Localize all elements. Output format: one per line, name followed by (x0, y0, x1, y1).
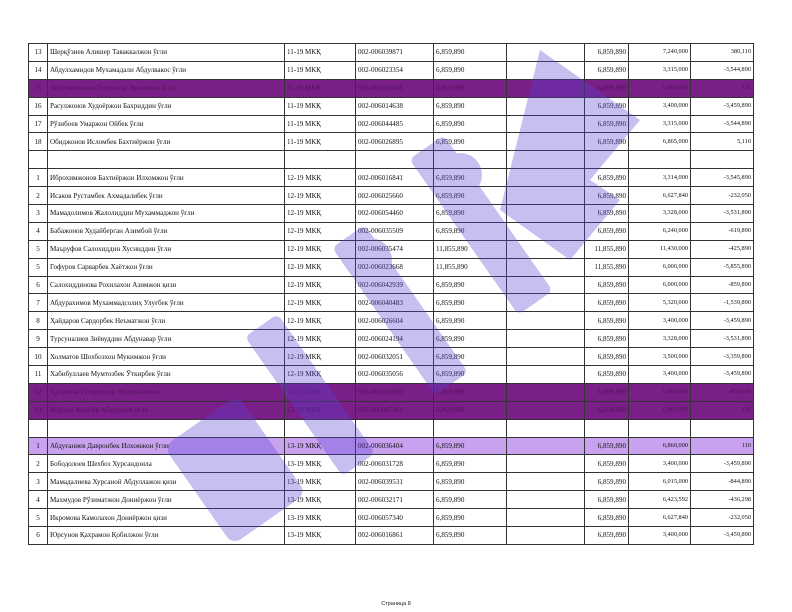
cell-empty (507, 366, 585, 384)
table-row (29, 187, 754, 205)
cell-paid: 11,430,000 (629, 240, 691, 258)
cell-group: 13-19 МКҚ (285, 491, 356, 509)
cell-amount: 6,859,890 (434, 97, 507, 115)
cell-amount: 6,859,890 (434, 222, 507, 240)
cell-empty (507, 240, 585, 258)
cell-group: 11-19 МКҚ (285, 97, 356, 115)
cell-total: 6,859,890 (585, 44, 629, 62)
cell-account: 002-006036404 (356, 437, 434, 455)
cell-paid: 3,315,000 (629, 115, 691, 133)
cell-group: 13-19 МКҚ (285, 473, 356, 491)
cell-total: 6,859,890 (585, 527, 629, 545)
cell-amount: 6,859,890 (434, 276, 507, 294)
cell-empty (507, 115, 585, 133)
cell-total: 6,859,890 (585, 205, 629, 223)
cell-paid: 6,015,000 (629, 473, 691, 491)
empty-cell (356, 151, 434, 169)
cell-amount: 6,859,890 (434, 44, 507, 62)
cell-paid: 3,400,000 (629, 97, 691, 115)
cell-total: 6,859,890 (585, 187, 629, 205)
cell-no: 16 (29, 97, 48, 115)
cell-account: 002-006032171 (356, 491, 434, 509)
cell-no: 12 (29, 383, 48, 401)
empty-cell (507, 419, 585, 437)
cell-amount: 11,855,890 (434, 258, 507, 276)
table-row (29, 97, 754, 115)
cell-empty (507, 294, 585, 312)
table-row (29, 61, 754, 79)
cell-total: 6,859,890 (585, 348, 629, 366)
cell-account: 002-006026604 (356, 312, 434, 330)
cell-name: Икромова Камолахон Дониёржон қизи (48, 509, 285, 527)
cell-group: 11-19 МКҚ (285, 79, 356, 97)
cell-name: Абдулхамидов Мухамадали Абдулвакос ўғли (48, 61, 285, 79)
cell-empty (507, 330, 585, 348)
cell-account: 002-006036690 (356, 383, 434, 401)
table-row (29, 491, 754, 509)
cell-no: 4 (29, 491, 48, 509)
table-row (29, 44, 754, 62)
cell-no: 1 (29, 437, 48, 455)
spacer-row (29, 419, 754, 437)
cell-total: 6,859,890 (585, 455, 629, 473)
cell-amount: 6,859,890 (434, 115, 507, 133)
cell-paid: 6,860,000 (629, 401, 691, 419)
cell-empty (507, 455, 585, 473)
cell-group: 12-19 МКҚ (285, 366, 356, 384)
cell-amount: 6,859,890 (434, 187, 507, 205)
cell-diff: -436,298 (691, 491, 754, 509)
empty-cell (585, 419, 629, 437)
cell-diff: -3,459,890 (691, 312, 754, 330)
empty-cell (356, 419, 434, 437)
cell-no: 6 (29, 527, 48, 545)
cell-name: Махмудов Рўзиматжон Дониёржон ўғли (48, 491, 285, 509)
cell-amount: 11,855,890 (434, 240, 507, 258)
cell-group: 13-19 МКҚ (285, 527, 356, 545)
cell-account: 002-006023354 (356, 61, 434, 79)
cell-diff: -844,890 (691, 473, 754, 491)
cell-account: 002-006016841 (356, 169, 434, 187)
cell-diff: -232,050 (691, 187, 754, 205)
cell-amount: 6,859,890 (434, 473, 507, 491)
cell-group: 12-19 МКҚ (285, 312, 356, 330)
cell-no: 9 (29, 330, 48, 348)
cell-amount: 6,859,890 (434, 437, 507, 455)
cell-group: 13-19 МКҚ (285, 437, 356, 455)
cell-no: 2 (29, 187, 48, 205)
table-row (29, 115, 754, 133)
cell-name: Хабибуллаев Мумтозбек Ўткирбек ўғли (48, 366, 285, 384)
cell-name: Абдуманнонов Тохиржон Эркинжон ўғли (48, 79, 285, 97)
cell-total: 6,859,890 (585, 222, 629, 240)
cell-no: 7 (29, 294, 48, 312)
cell-group: 13-19 МКҚ (285, 509, 356, 527)
cell-group: 12-19 МКҚ (285, 276, 356, 294)
cell-no: 4 (29, 222, 48, 240)
table-body (29, 44, 754, 545)
cell-total: 6,859,890 (585, 473, 629, 491)
cell-name: Ҳайдаров Сардорбек Неъматжон ўғли (48, 312, 285, 330)
cell-empty (507, 44, 585, 62)
cell-total: 6,859,890 (585, 276, 629, 294)
table-row (29, 133, 754, 151)
cell-group: 12-19 МКҚ (285, 383, 356, 401)
cell-no: 3 (29, 205, 48, 223)
cell-no: 10 (29, 348, 48, 366)
empty-cell (434, 419, 507, 437)
cell-paid: 3,328,000 (629, 205, 691, 223)
cell-diff: -3,459,890 (691, 527, 754, 545)
table-row (29, 348, 754, 366)
table-row (29, 169, 754, 187)
cell-name: Холматов Шохбозхон Мукимжон ўғли (48, 348, 285, 366)
cell-total: 6,859,890 (585, 97, 629, 115)
cell-amount: 6,859,890 (434, 455, 507, 473)
cell-empty (507, 169, 585, 187)
cell-empty (507, 258, 585, 276)
cell-name: Маъруфов Салохиддин Хусниддин ўғли (48, 240, 285, 258)
cell-no: 2 (29, 455, 48, 473)
cell-empty (507, 383, 585, 401)
cell-diff: 110 (691, 79, 754, 97)
cell-name: Мамадалиева Хурсаной Абдуллажон қизи (48, 473, 285, 491)
cell-account: 002-006035509 (356, 222, 434, 240)
cell-diff: -1,539,890 (691, 294, 754, 312)
cell-no: 3 (29, 473, 48, 491)
cell-paid: 6,627,840 (629, 187, 691, 205)
cell-paid: 3,400,000 (629, 455, 691, 473)
cell-name: Мамадолимов Жалолиддин Мухаммаджон ўғли (48, 205, 285, 223)
empty-cell (434, 151, 507, 169)
cell-total: 6,859,890 (585, 366, 629, 384)
cell-diff: -5,855,890 (691, 258, 754, 276)
cell-account: 002-006026895 (356, 133, 434, 151)
cell-amount: 6,859,890 (434, 383, 507, 401)
table-row (29, 312, 754, 330)
cell-total: 6,859,890 (585, 169, 629, 187)
page-footer: Страница 8 (381, 601, 411, 607)
empty-cell (629, 151, 691, 169)
cell-amount: 6,859,890 (434, 401, 507, 419)
cell-diff: -3,459,890 (691, 366, 754, 384)
cell-account: 002-006014638 (356, 97, 434, 115)
empty-cell (48, 151, 285, 169)
cell-name: Жўраев Зиёдбек Абдуллаев ўғли (48, 401, 285, 419)
cell-name: Юрсунов Қахрамон Қобилжон ўғли (48, 527, 285, 545)
cell-group: 11-19 МКҚ (285, 44, 356, 62)
table-row (29, 401, 754, 419)
cell-name: Иброхимжонов Бахтиёржон Илхомжон ўғли (48, 169, 285, 187)
cell-name: Салохиддинова Рохилахон Азимжон қизи (48, 276, 285, 294)
empty-cell (48, 419, 285, 437)
cell-diff: -232,050 (691, 509, 754, 527)
cell-group: 12-19 МКҚ (285, 258, 356, 276)
empty-cell (691, 151, 754, 169)
cell-empty (507, 133, 585, 151)
cell-group: 12-19 МКҚ (285, 169, 356, 187)
cell-amount: 6,859,890 (434, 205, 507, 223)
cell-amount: 6,859,890 (434, 79, 507, 97)
cell-group: 11-19 МКҚ (285, 61, 356, 79)
cell-paid: 7,240,000 (629, 44, 691, 62)
table-row (29, 437, 754, 455)
cell-no: 17 (29, 115, 48, 133)
cell-name: Бабажонов Худайберган Азимбой ўғли (48, 222, 285, 240)
cell-group: 12-19 МКҚ (285, 348, 356, 366)
cell-paid: 3,315,000 (629, 61, 691, 79)
cell-paid: 3,400,000 (629, 312, 691, 330)
payments-table (28, 43, 754, 545)
cell-empty (507, 222, 585, 240)
cell-group: 13-19 МКҚ (285, 455, 356, 473)
cell-account: 002-006016861 (356, 527, 434, 545)
table-row (29, 79, 754, 97)
cell-diff: -3,544,890 (691, 61, 754, 79)
cell-account: 002-006033048 (356, 79, 434, 97)
cell-empty (507, 473, 585, 491)
cell-name: Ҳусанова Гулирухсор Абдувалиевна (48, 383, 285, 401)
cell-no: 14 (29, 61, 48, 79)
cell-paid: 3,314,000 (629, 169, 691, 187)
cell-amount: 6,859,890 (434, 61, 507, 79)
table-row (29, 258, 754, 276)
cell-no: 8 (29, 312, 48, 330)
cell-paid: 3,328,000 (629, 330, 691, 348)
cell-account: 002-006044485 (356, 115, 434, 133)
cell-name: Шерқўзиев Алишер Таваккалжон ўғли (48, 44, 285, 62)
cell-diff: -3,531,890 (691, 205, 754, 223)
cell-group: 11-19 МКҚ (285, 133, 356, 151)
cell-diff: -859,890 (691, 276, 754, 294)
cell-diff: -3,459,890 (691, 455, 754, 473)
cell-paid: 6,000,000 (629, 383, 691, 401)
cell-account: 002-006057340 (356, 509, 434, 527)
cell-amount: 6,859,890 (434, 509, 507, 527)
cell-diff: 380,110 (691, 44, 754, 62)
table-row (29, 294, 754, 312)
cell-no: 1 (29, 169, 48, 187)
cell-paid: 3,500,000 (629, 348, 691, 366)
cell-diff: -3,459,890 (691, 97, 754, 115)
cell-amount: 6,859,890 (434, 312, 507, 330)
table-row (29, 222, 754, 240)
table-row (29, 383, 754, 401)
table-row (29, 205, 754, 223)
cell-paid: 5,320,000 (629, 294, 691, 312)
cell-group: 12-19 МКҚ (285, 330, 356, 348)
cell-account: 002-006023668 (356, 258, 434, 276)
cell-diff: 110 (691, 401, 754, 419)
cell-no: 15 (29, 79, 48, 97)
cell-name: Расулжонов Худоёржон Бахриддин ўғли (48, 97, 285, 115)
cell-account: 002-006047161 (356, 401, 434, 419)
cell-account: 002-006042939 (356, 276, 434, 294)
cell-account: 002-006035474 (356, 240, 434, 258)
cell-total: 6,859,890 (585, 79, 629, 97)
cell-empty (507, 509, 585, 527)
cell-paid: 6,423,592 (629, 491, 691, 509)
cell-total: 6,859,890 (585, 61, 629, 79)
cell-name: Гофуров Сарварбек Хаётжон ўғли (48, 258, 285, 276)
cell-account: 002-006040483 (356, 294, 434, 312)
cell-diff: -3,359,890 (691, 348, 754, 366)
empty-cell (629, 419, 691, 437)
cell-name: Рўзибоев Умаржон Ойбек ўғли (48, 115, 285, 133)
cell-total: 6,859,890 (585, 509, 629, 527)
cell-no: 13 (29, 401, 48, 419)
cell-no: 13 (29, 44, 48, 62)
table-row (29, 366, 754, 384)
cell-empty (507, 205, 585, 223)
cell-name: Исаков Рустамбек Ахмадалибек ўғли (48, 187, 285, 205)
empty-cell (29, 419, 48, 437)
cell-group: 12-19 МКҚ (285, 401, 356, 419)
cell-total: 6,859,890 (585, 115, 629, 133)
cell-total: 6,859,890 (585, 312, 629, 330)
cell-paid: 6,000,000 (629, 276, 691, 294)
cell-group: 12-19 МКҚ (285, 222, 356, 240)
cell-group: 12-19 МКҚ (285, 205, 356, 223)
cell-name: Бободолоев Шехбоз Хурсандоила (48, 455, 285, 473)
table-row (29, 240, 754, 258)
table-row (29, 527, 754, 545)
table-row (29, 509, 754, 527)
cell-empty (507, 312, 585, 330)
cell-group: 12-19 МКҚ (285, 240, 356, 258)
cell-amount: 6,859,890 (434, 330, 507, 348)
cell-amount: 6,859,890 (434, 491, 507, 509)
cell-total: 6,859,890 (585, 401, 629, 419)
cell-total: 6,859,890 (585, 491, 629, 509)
table-row (29, 455, 754, 473)
cell-diff: 5,110 (691, 133, 754, 151)
cell-name: Обиджонов Исломбек Бахтиёржон ўғли (48, 133, 285, 151)
table-row (29, 473, 754, 491)
cell-empty (507, 491, 585, 509)
cell-empty (507, 61, 585, 79)
cell-total: 11,855,890 (585, 258, 629, 276)
cell-account: 002-006032051 (356, 348, 434, 366)
cell-amount: 6,859,890 (434, 348, 507, 366)
cell-no: 5 (29, 258, 48, 276)
cell-name: Турсуналиев Зиёвуддин Абдунавар ўғли (48, 330, 285, 348)
cell-paid: 6,240,000 (629, 222, 691, 240)
cell-name: Абдурахимов Мухаммадсолиҳ Улуғбек ўғли (48, 294, 285, 312)
cell-diff: -3,544,890 (691, 115, 754, 133)
cell-paid: 6,000,000 (629, 258, 691, 276)
cell-empty (507, 187, 585, 205)
cell-amount: 6,859,890 (434, 133, 507, 151)
cell-diff: -3,531,890 (691, 330, 754, 348)
cell-group: 12-19 МКҚ (285, 294, 356, 312)
cell-empty (507, 348, 585, 366)
cell-total: 6,859,890 (585, 330, 629, 348)
cell-empty (507, 97, 585, 115)
empty-cell (691, 419, 754, 437)
cell-total: 6,859,890 (585, 437, 629, 455)
empty-cell (29, 151, 48, 169)
cell-no: 5 (29, 509, 48, 527)
cell-no: 6 (29, 276, 48, 294)
cell-account: 002-006054460 (356, 205, 434, 223)
cell-account: 002-006024194 (356, 330, 434, 348)
empty-cell (585, 151, 629, 169)
cell-empty (507, 79, 585, 97)
cell-diff: -619,890 (691, 222, 754, 240)
cell-diff: -425,890 (691, 240, 754, 258)
cell-empty (507, 527, 585, 545)
cell-paid: 6,865,000 (629, 133, 691, 151)
empty-cell (285, 151, 356, 169)
cell-group: 12-19 МКҚ (285, 187, 356, 205)
cell-name: Абдуғаниев Давронбек Илхомжон ўғли (48, 437, 285, 455)
cell-account: 002-006039871 (356, 44, 434, 62)
cell-paid: 6,860,000 (629, 79, 691, 97)
cell-account: 002-006025660 (356, 187, 434, 205)
cell-account: 002-006035056 (356, 366, 434, 384)
empty-cell (507, 151, 585, 169)
cell-paid: 6,860,000 (629, 437, 691, 455)
table-row (29, 330, 754, 348)
cell-total: 6,859,890 (585, 383, 629, 401)
cell-account: 002-006039531 (356, 473, 434, 491)
cell-account: 002-006031728 (356, 455, 434, 473)
cell-group: 11-19 МКҚ (285, 115, 356, 133)
cell-paid: 3,400,000 (629, 527, 691, 545)
empty-cell (285, 419, 356, 437)
cell-total: 6,859,890 (585, 133, 629, 151)
cell-amount: 6,859,890 (434, 169, 507, 187)
cell-diff: -3,545,890 (691, 169, 754, 187)
cell-total: 6,859,890 (585, 294, 629, 312)
cell-diff: -859,890 (691, 383, 754, 401)
cell-total: 11,855,890 (585, 240, 629, 258)
spacer-row (29, 151, 754, 169)
table-row (29, 276, 754, 294)
cell-paid: 3,400,000 (629, 366, 691, 384)
cell-empty (507, 401, 585, 419)
cell-amount: 6,859,890 (434, 294, 507, 312)
cell-no: 5 (29, 240, 48, 258)
cell-empty (507, 276, 585, 294)
cell-empty (507, 437, 585, 455)
cell-no: 11 (29, 366, 48, 384)
cell-diff: 110 (691, 437, 754, 455)
cell-no: 18 (29, 133, 48, 151)
cell-paid: 6,627,840 (629, 509, 691, 527)
cell-amount: 6,859,890 (434, 527, 507, 545)
cell-amount: 6,859,890 (434, 366, 507, 384)
